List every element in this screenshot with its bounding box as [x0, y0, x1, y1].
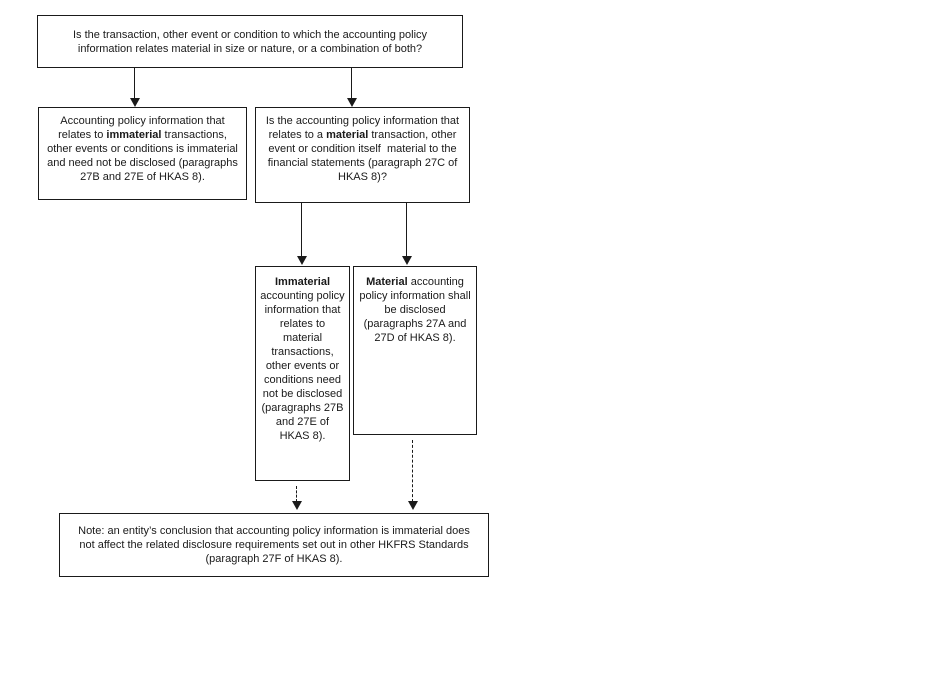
dashed-arrow-shaft: [296, 486, 297, 502]
box-outcome-immaterial-transactions: [38, 107, 247, 200]
box-outcome-material-policy-info: [353, 266, 477, 435]
arrow-question2-to-immaterial-info: [296, 203, 308, 265]
outcome-material-policy-info-text: Material accounting policy information shall be disclosed (paragraphs 27A and 27D of HKAS 8).: [359, 276, 471, 344]
arrow-question1-to-question2: [346, 68, 358, 107]
outcome-immaterial-policy-info-text: Immaterial accounting policy information that relates to material transactions, other events or conditions need not be disclosed (paragraphs 27B and 27E of HKAS 8).: [260, 276, 345, 442]
arrowhead-down-icon: [408, 501, 418, 510]
arrowhead-down-icon: [297, 256, 307, 265]
dashed-arrow-shaft: [412, 440, 413, 502]
box-outcome-immaterial-policy-info: [255, 266, 350, 481]
question2-text: Is the accounting policy information that relates to a material transaction, other event or condition itself material to the financial statements (paragraph 27C of HKAS 8)?: [265, 115, 460, 183]
outcome-immaterial-transactions-text: Accounting policy information that relates to immaterial transactions, other events or conditions is immaterial and need not be disclosed (paragraphs 27B and 27E of HKAS 8).: [47, 115, 238, 183]
arrow-shaft: [134, 68, 135, 99]
arrowhead-down-icon: [402, 256, 412, 265]
dashed-arrow-material-info-to-note: [407, 440, 419, 510]
question1-text: Is the transaction, other event or condition to which the accounting policy information relates material in size or nature, or a combination of both?: [72, 28, 428, 55]
box-question-policy-info-material: [255, 107, 470, 203]
arrow-question1-to-immaterial-outcome: [129, 68, 141, 107]
arrow-shaft: [406, 203, 407, 257]
arrowhead-down-icon: [292, 501, 302, 510]
arrow-shaft: [351, 68, 352, 99]
dashed-arrow-immaterial-info-to-note: [291, 486, 303, 510]
box-note-disclosure-requirements: [59, 513, 489, 577]
arrow-question2-to-material-info: [401, 203, 413, 265]
arrowhead-down-icon: [347, 98, 357, 107]
arrowhead-down-icon: [130, 98, 140, 107]
note-text: Note: an entity’s conclusion that accounting policy information is immaterial does not affect the related disclosure requirements set out in other HKFRS Standards (paragraph 27F of HKAS 8).: [78, 525, 470, 565]
arrow-shaft: [301, 203, 302, 257]
box-question-transaction-material: [37, 15, 463, 68]
